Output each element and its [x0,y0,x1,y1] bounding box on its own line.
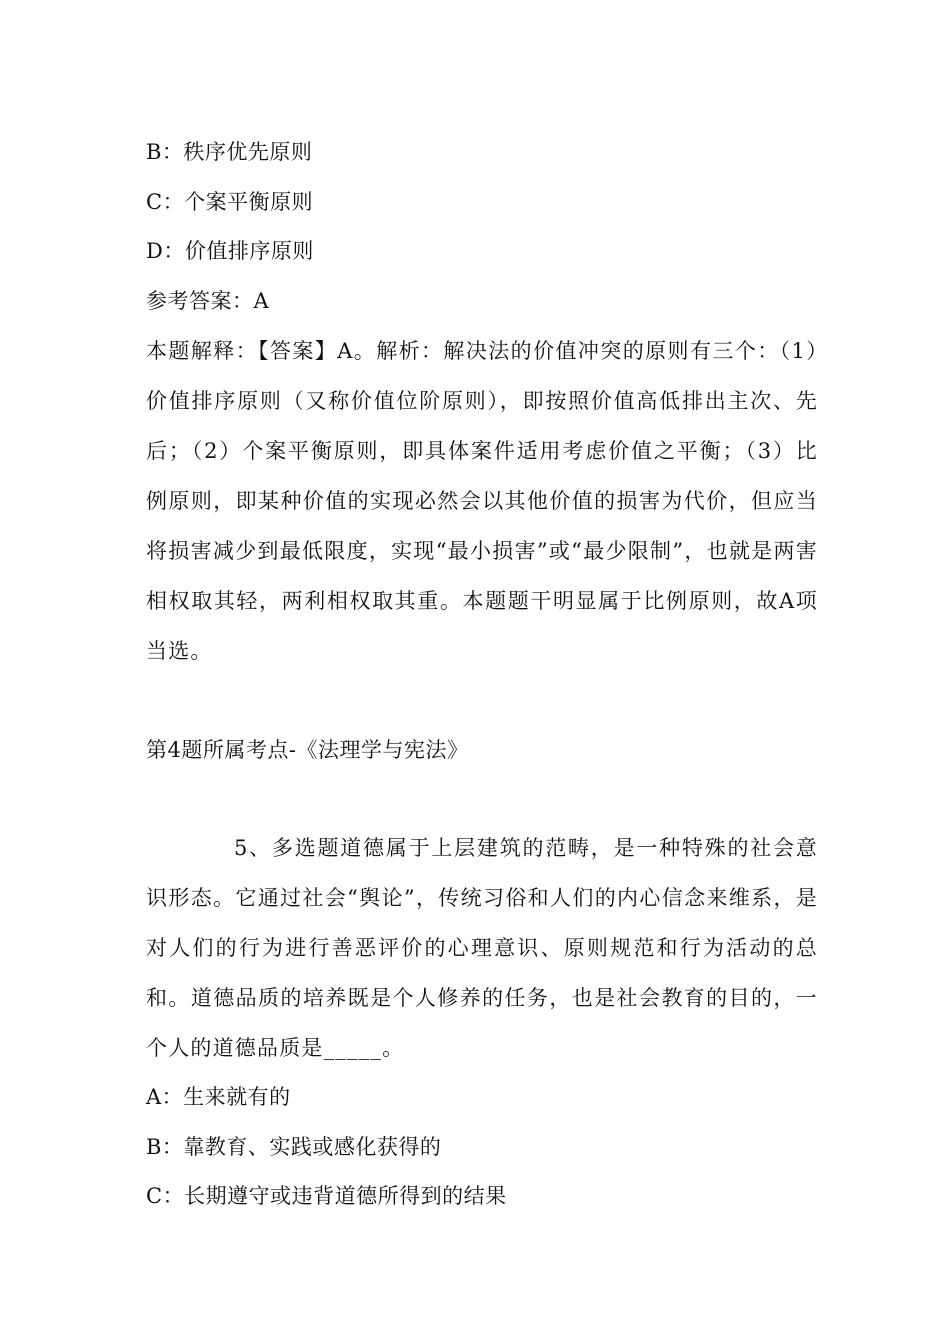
q4-topic: 第4题所属考点-《法理学与宪法》 [146,738,469,762]
q4-option-b: B：秩序优先原则 [146,140,313,164]
q5-option-c: C：长期遵守或违背道德所得到的结果 [146,1184,507,1208]
q4-explanation: 本题解释：【答案】A。解析：解决法的价值冲突的原则有三个：（1）价值排序原则（又称价值位阶原则），即按照价值高低排出主次、先后；（2）个案平衡原则，即具体案件适用考虑价值之平衡；（3）比例原则，即某种价值的实现必然会以其他价值的损害为代价，但应当将损害减少到最低限度，实现“最小损害”或“最少限制”，也就是两害相权取其轻，两利相权取其重。本题题干明显属于比例原则，故A项当选。 [146,339,818,663]
q4-option-c: C：个案平衡原则 [146,190,314,214]
q5-option-b: B：靠教育、实践或感化获得的 [146,1135,442,1159]
q5-question-stem: 5、多选题道德属于上层建筑的范畴，是一种特殊的社会意识形态。它通过社会“舆论”，传统习俗和人们的内心信念来维系，是对人们的行为进行善恶评价的心理意识、原则规范和行为活动的总和。道德品质的培养既是个人修养的任务，也是社会教育的目的，一个人的道德品质是_____。 [146,836,818,1060]
q5-option-a: A：生来就有的 [146,1085,291,1109]
q4-answer: 参考答案：A [146,289,270,313]
q4-option-d: D：价值排序原则 [146,239,314,263]
